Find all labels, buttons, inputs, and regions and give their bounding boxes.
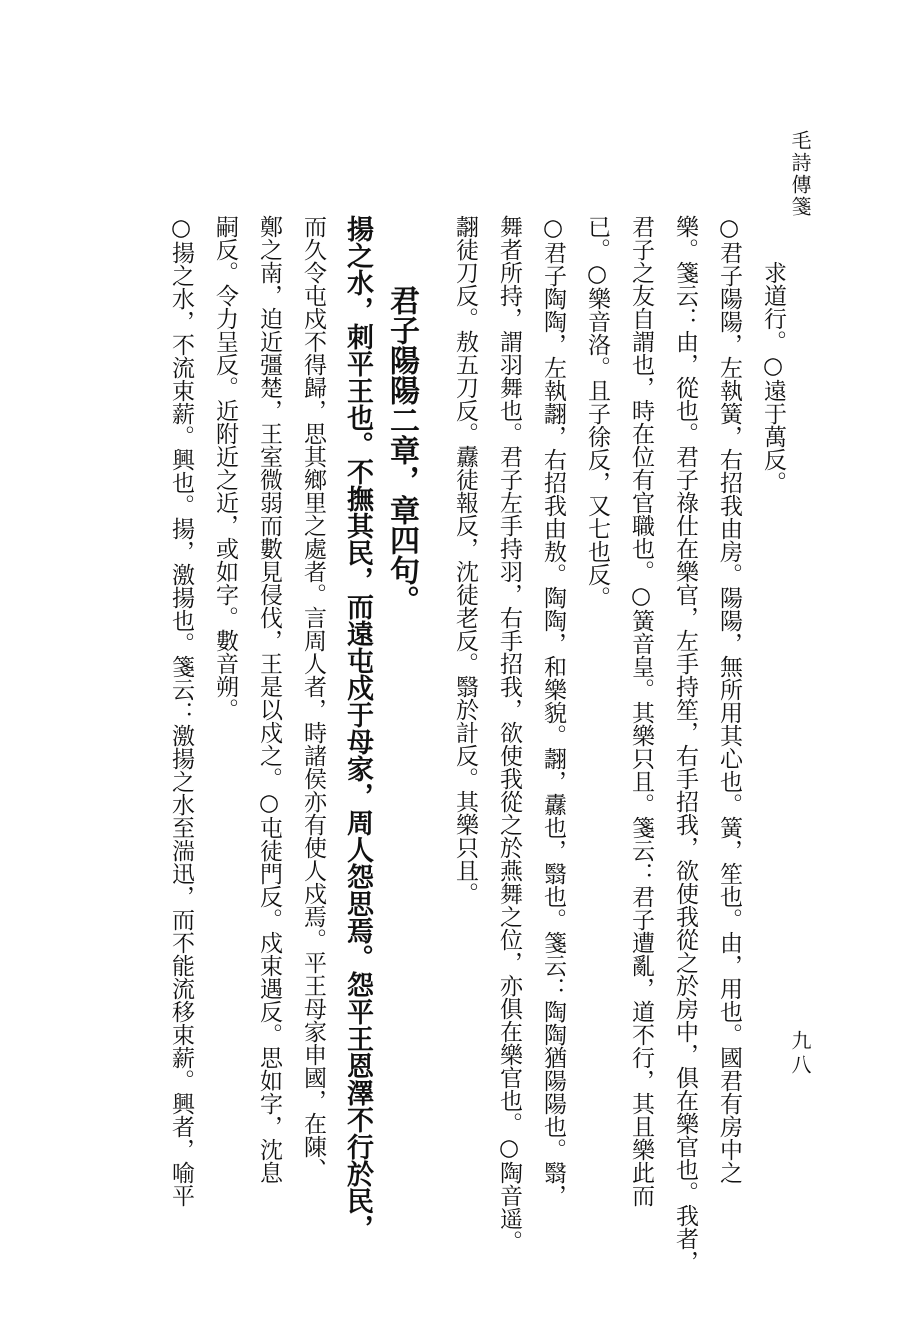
text-column-14: ○揚之水，不流束薪。興也。揚，激揚也。箋云：激揚之水至湍迅，而不能流移束薪。興者，喻平: [168, 215, 194, 1207]
text-column-7: 舞者所持，謂羽舞也。君子左手持羽，右手招我，欲使我從之於燕舞之位，亦俱在樂官也。○陶音遥。: [496, 215, 522, 1253]
book-title: 毛詩傳箋: [788, 130, 812, 218]
text-column-1: 求道行。○遠于萬反。: [760, 261, 786, 494]
text-column-12: 鄭之南，迫近彊楚，王室微弱而數見侵伐，王是以戍之。○屯徒門反。戍束遇反。思如字，沈息: [256, 215, 282, 1184]
text-column-5: 已。○樂音洛。且子徐反，又七也反。: [584, 215, 610, 609]
page-number: 九八: [788, 1030, 812, 1078]
text-column-13: 嗣反。令力呈反。近附近之近，或如字。數音朔。: [212, 215, 238, 721]
chapter-summary: 君子陽陽二章，章四句。: [384, 285, 419, 615]
text-column-6: ○君子陶陶，左執翿，右招我由敖。陶陶，和樂貌。翿，纛也，翳也。箋云：陶陶猶陽陽也。翳，: [540, 215, 566, 1207]
text-column-2: ○君子陽陽，左執簧，右招我由房。陽陽，無所用其心也。簧，笙也。由，用也。國君有房中之: [716, 215, 742, 1184]
text-column-3: 樂。箋云：由，從也。君子祿仕在樂官，左手持笙，右手招我，欲使我從之於房中，俱在樂官也。我者，: [672, 215, 698, 1273]
text-column-8: 翿徒刀反。敖五刀反。纛徒報反，沈徒老反。翳於計反。其樂只且。: [452, 215, 478, 905]
text-column-11: 而久令屯戍不得歸，思其鄉里之處者。言周人者，時諸侯亦有使人戍焉。平王母家申國，在陳、: [300, 215, 326, 1181]
main-text: [159, 215, 795, 1273]
text-column-4: 君子之友自謂也，時在位有官職也。○簧音皇。其樂只且。箋云：君子遭亂，道不行，其且樂此而: [628, 215, 654, 1207]
text-column-10: 揚之水，刺平王也。不撫其民，而遠屯戍于母家，周人怨思焉。怨平王恩澤不行於民，: [342, 215, 373, 1241]
